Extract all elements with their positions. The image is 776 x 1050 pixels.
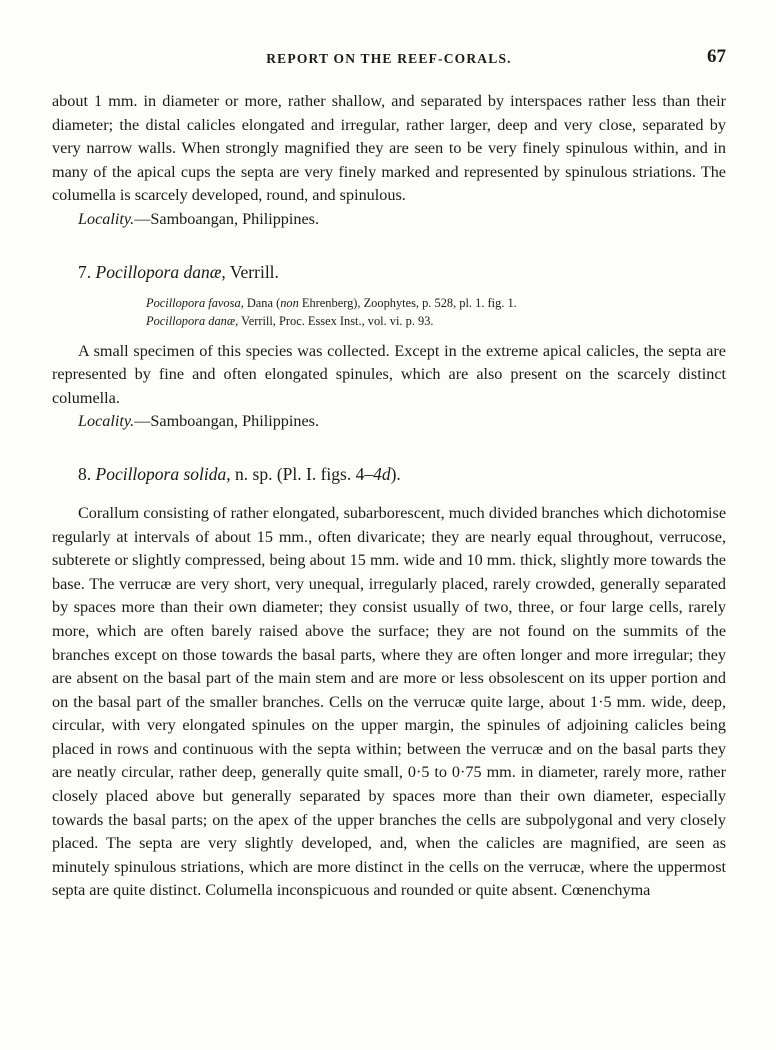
prev-locality: [52, 208, 726, 232]
prev-species-description: about 1 mm. in diameter or more, rather shallow, and separated by interspaces rather less than their diameter; the distal calicles elongated and irregular, rather larger, deep and very close, separated by very narrow walls. When strongly magnified they are seen to be very finely spinulous within, and in many of the apical cups the septa are very finely marked and represented by spinulous striations. The columella is scarcely developed, round, and spinulous.: [52, 92, 726, 205]
locality-text: —Samboangan, Philippines.: [134, 412, 320, 431]
synonym-name: Pocillopora favosa: [146, 295, 241, 310]
synonym-non: non: [280, 295, 299, 310]
species-7-description: A small specimen of this species was collected. Except in the extreme apical calicles, the septa are represented by fine and often elongated spinules, which are also present on the scarcely distinct columella.: [52, 341, 726, 407]
running-head: REPORT ON THE REEF-CORALS.: [266, 51, 512, 66]
species-name: Pocillopora solida: [95, 463, 227, 484]
figure-ref: 4d: [373, 463, 391, 484]
page-header: [52, 46, 726, 72]
species-8-heading: [52, 462, 726, 486]
species-author: , Verrill.: [221, 261, 279, 282]
species-name: Pocillopora danæ: [95, 261, 222, 282]
locality-label: Locality.: [78, 209, 135, 228]
synonym-name: Pocillopora danæ: [146, 313, 236, 328]
species-number: 8.: [78, 463, 92, 484]
synonym-line: [146, 312, 726, 330]
page-body: [52, 90, 726, 903]
species-7-locality: [52, 410, 726, 434]
locality-label: Locality.: [78, 412, 135, 431]
synonym-citation: , Dana (: [240, 295, 281, 310]
species-7-synonymy: [52, 294, 726, 330]
species-number: 7.: [78, 261, 92, 282]
species-7-heading: [52, 260, 726, 284]
species-citation: , n. sp. (Pl. I. figs. 4–: [226, 463, 374, 484]
synonym-citation-rest: Ehrenberg), Zoophytes, p. 528, pl. 1. fig. 1.: [298, 295, 517, 310]
page-number: 67: [707, 46, 726, 67]
locality-text: —Samboangan, Philippines.: [134, 209, 320, 228]
synonym-citation: , Verrill, Proc. Essex Inst., vol. vi. p. 93.: [235, 313, 434, 328]
synonym-line: [146, 294, 726, 312]
species-8-description: Corallum consisting of rather elongated, subarborescent, much divided branches which dichotomise regularly at intervals of about 15 mm., often divaricate; they are nearly equal throughout, verrucose, subterete or slightly compressed, being about 15 mm. wide and 10 mm. thick, slightly more towards the base. The verrucæ are very short, very unequal, irregularly placed, rarely crowded, generally separated by spaces more than their own diameter; they consist usually of two, three, or four large cells, rarely more, which are often barely raised above the surface; they are not found on the summits of the branches except on those towards the basal parts, where they are often longer and more irregular; they are absent on the basal part of the main stem and are more or less obsolescent on its upper portion and on the basal part of the smaller branches. Cells on the verrucæ quite large, about 1·5 mm. wide, deep, circular, with very elongated spinules on the upper margin, the spinules of adjoining calicles being placed in rows and continuous with the septa within; between the verrucæ and on the basal parts they are neatly circular, rather deep, generally quite small, 0·5 to 0·75 mm. in diameter, rarely more, rather closely placed above but generally separated by spaces more than their own diameter, especially towards the basal parts; on the apex of the upper branches the cells are subpolygonal and very closely placed. The septa are very slightly developed, and, when the calicles are magnified, are seen as minutely spinulous striations, which are more distinct in the cells on the verrucæ, where the uppermost septa are quite distinct. Columella inconspicuous and rounded or quite absent. Cœnenchyma: [52, 503, 726, 900]
species-citation-close: ).: [390, 463, 401, 484]
